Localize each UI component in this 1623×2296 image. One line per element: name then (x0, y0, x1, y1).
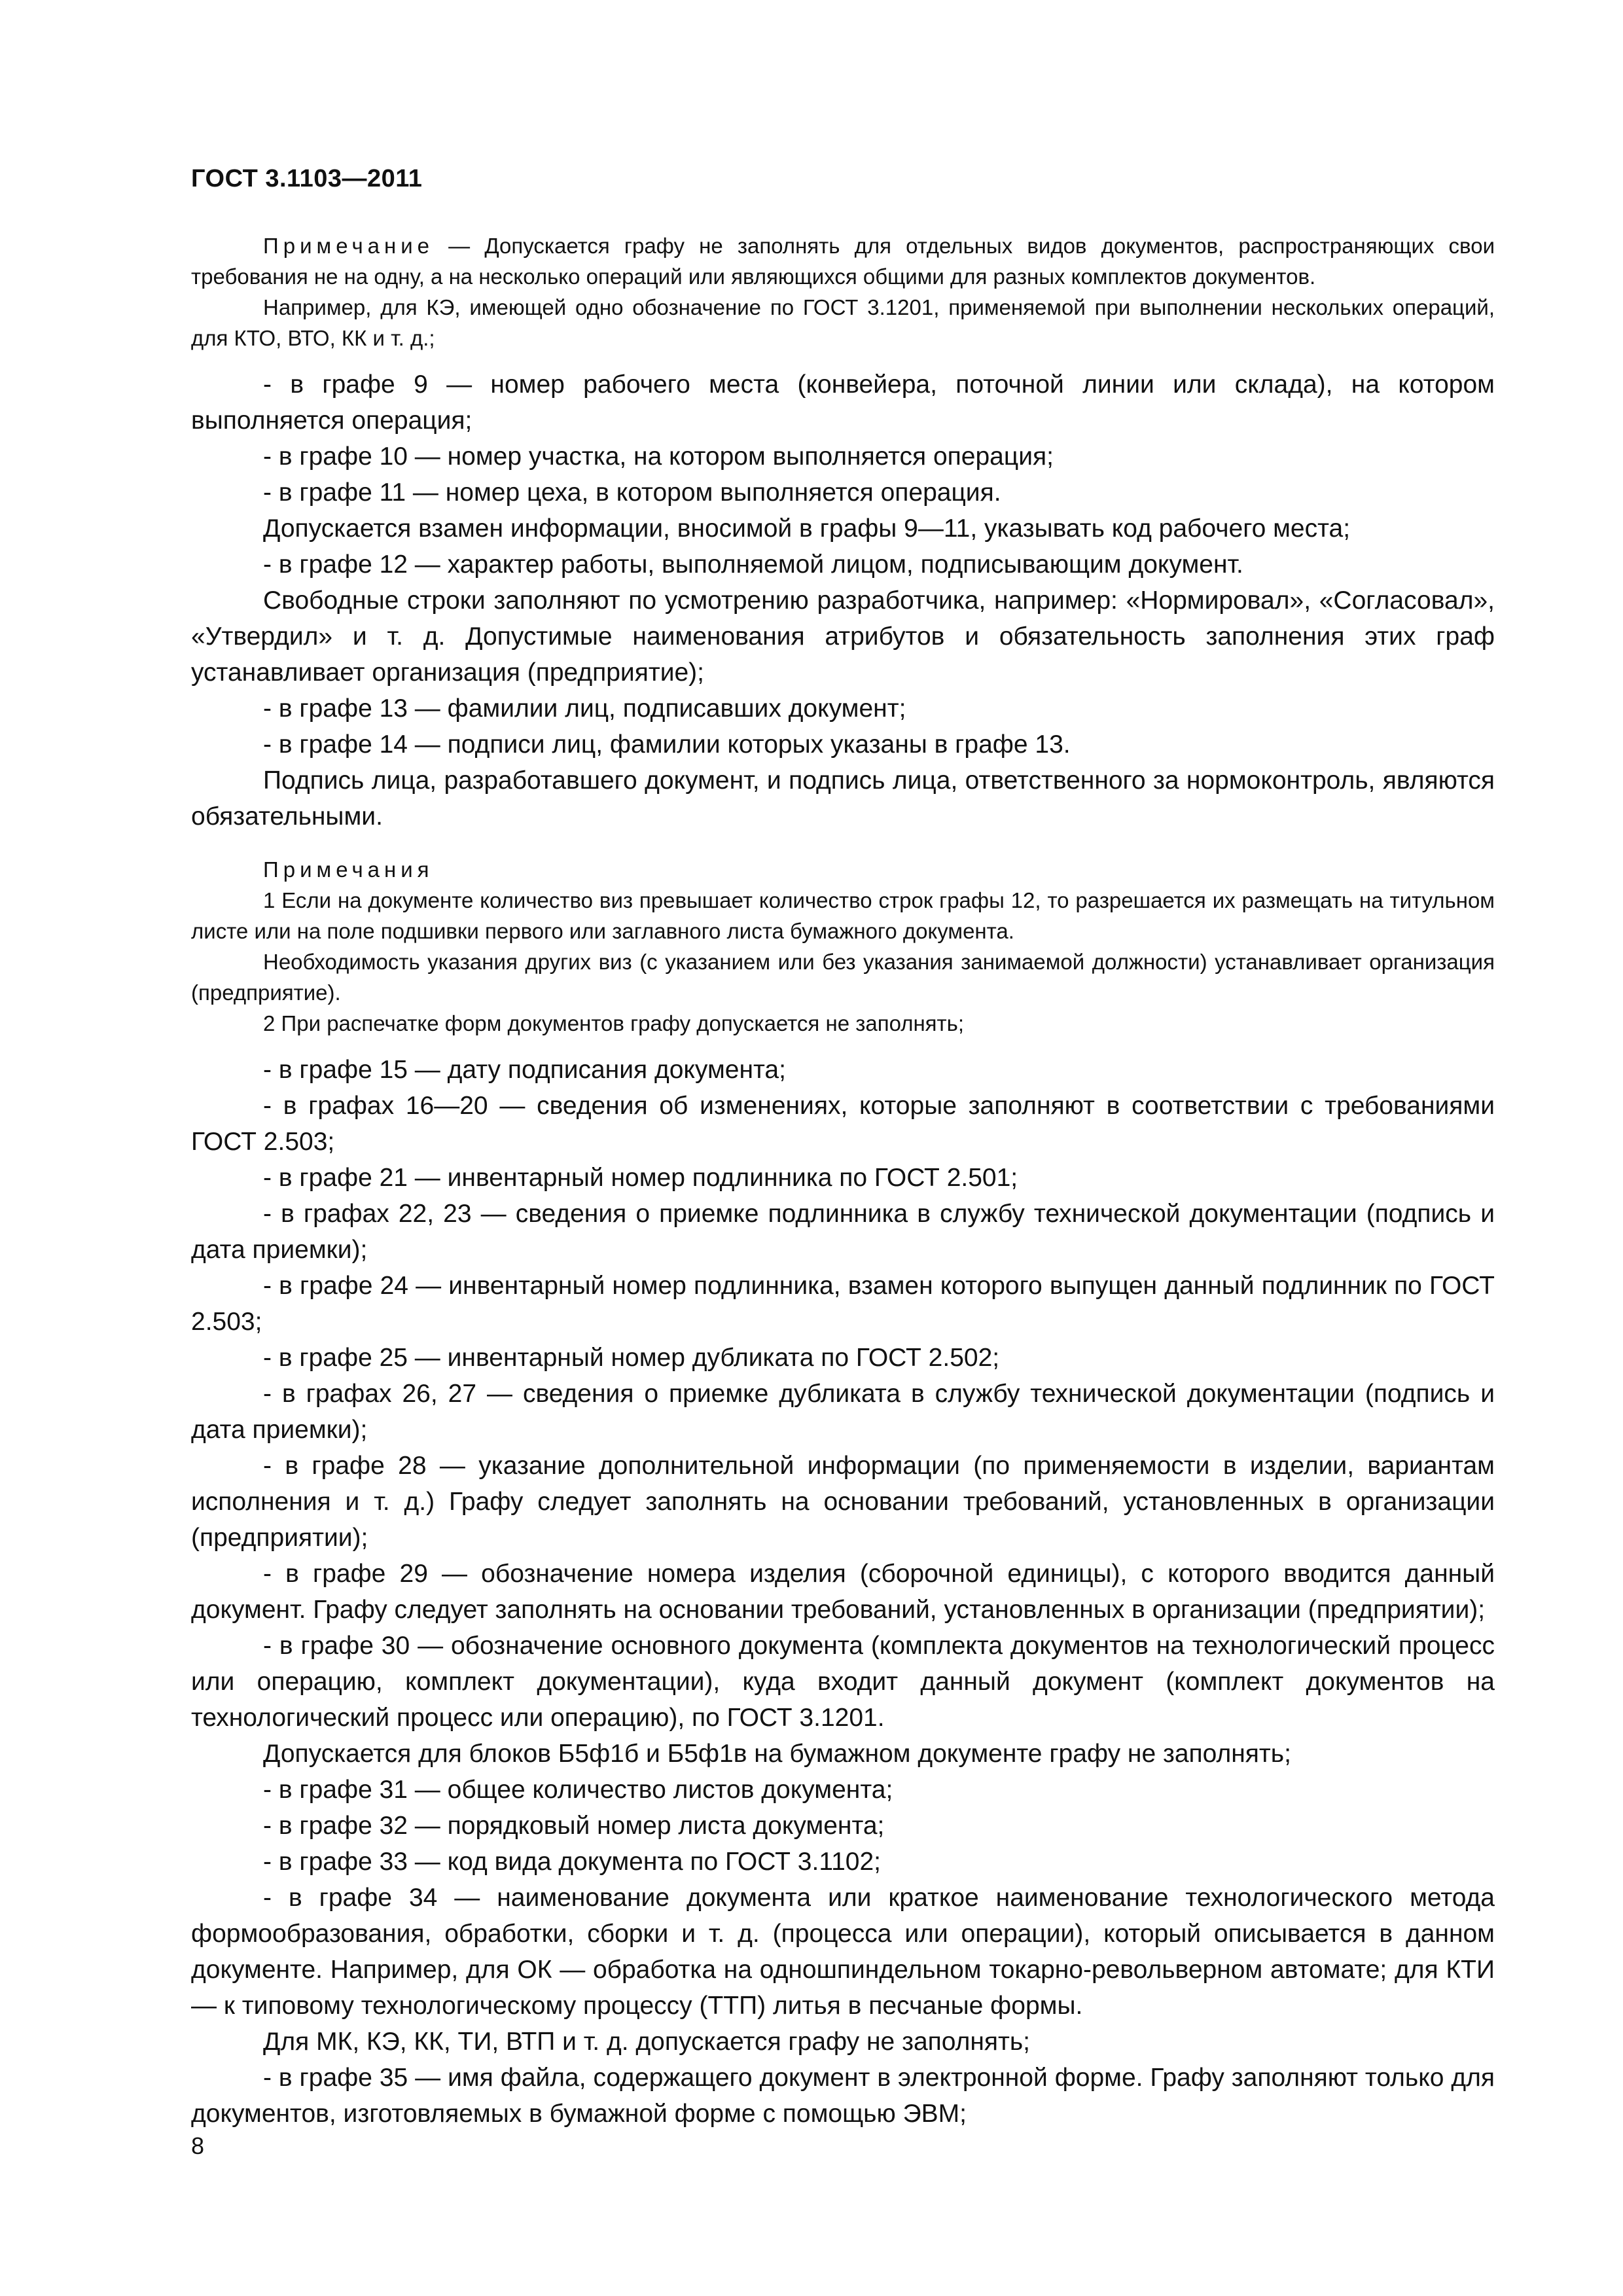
list-item: - в графе 25 — инвентарный номер дубликата по ГОСТ 2.502; (263, 1344, 1000, 1372)
list-item: - в графе 12 — характер работы, выполняемой лицом, подписывающим документ. (263, 550, 1243, 579)
list-item: - в графах 22, 23 — сведения о приемке подлинника в службу технической документации (подпись и дата приемки); (191, 1200, 1495, 1264)
note-label: Примечание (263, 234, 435, 258)
list-item: - в графе 11 — номер цеха, в котором выполняется операция. (263, 478, 1001, 507)
list-item: - в графе 30 — обозначение основного документа (комплекта документов на технологический процесс или операцию, комплект документации), куда входит данный документ (комплект документов на технологический процесс или операцию), по ГОСТ 3.1201. (191, 1632, 1495, 1732)
note-example: Например, для КЭ, имеющей одно обозначение по ГОСТ 3.1201, применяемой при выполнении нескольких операций, для КТО, ВТО, КК и т. д.; (191, 295, 1495, 350)
list-item: - в графе 15 — дату подписания документа; (263, 1056, 786, 1084)
list-item: - в графе 34 — наименование документа или краткое наименование технологического метода формообразования, обработки, сборки и т. д. (процесса или операции), который описывается в данном документе. Например, для ОК — обработка на одношпиндельном токарно-револьверном автомате; для КТИ — к типовому технологическому процессу (ТТП) литья в песчаные формы. (191, 1884, 1495, 2020)
list-item: Свободные строки заполняют по усмотрению разработчика, например: «Нормировал», «Согласовал», «Утвердил» и т. д. Допустимые наименования атрибутов и обязательность заполнения этих граф устанавливает организация (предприятие); (191, 586, 1495, 687)
note-text: — Допускается графу не заполнять для отдельных видов документов, распространяющих свои требования не на одну, а на несколько операций или являющихся общими для разных комплектов документов. (191, 234, 1495, 289)
document-body (191, 230, 1495, 2132)
notes-label: Примечания (263, 857, 434, 882)
note-item: 1 Если на документе количество виз превышает количество строк графы 12, то разрешается их размещать на титульном листе или на поле подшивки первого или заглавного листа бумажного документа. (191, 888, 1495, 943)
list-item: - в графе 32 — порядковый номер листа документа; (263, 1812, 885, 1840)
list-item: Для МК, КЭ, КК, ТИ, ВТП и т. д. допускается графу не заполнять; (263, 2028, 1031, 2056)
list-item: - в графе 35 — имя файла, содержащего документ в электронной форме. Графу заполняют только для документов, изготовляемых в бумажной форме с помощью ЭВМ; (191, 2064, 1495, 2128)
list-item: - в графе 13 — фамилии лиц, подписавших документ; (263, 694, 906, 723)
list-item: - в графе 10 — номер участка, на котором выполняется операция; (263, 442, 1054, 471)
list-item: - в графах 16—20 — сведения об изменениях, которые заполняют в соответствии с требованиями ГОСТ 2.503; (191, 1092, 1495, 1156)
list-item: - в графе 14 — подписи лиц, фамилии которых указаны в графе 13. (263, 730, 1071, 759)
graph-list-2 (191, 1052, 1495, 2132)
list-item: Допускается для блоков Б5ф1б и Б5ф1в на бумажном документе графу не заполнять; (263, 1740, 1291, 1768)
note-block (191, 230, 1495, 353)
notes-block (191, 854, 1495, 1039)
page-number: 8 (191, 2132, 205, 2159)
list-item: - в графе 33 — код вида документа по ГОСТ 3.1102; (263, 1848, 882, 1876)
list-item: - в графе 21 — инвентарный номер подлинника по ГОСТ 2.501; (263, 1164, 1018, 1192)
list-item: - в графах 26, 27 — сведения о приемке дубликата в службу технической документации (подпись и дата приемки); (191, 1380, 1495, 1444)
note-item: Необходимость указания других виз (с указанием или без указания занимаемой должности) устанавливает организация (предприятие). (191, 950, 1495, 1005)
list-item: - в графе 24 — инвентарный номер подлинника, взамен которого выпущен данный подлинник по ГОСТ 2.503; (191, 1272, 1495, 1336)
list-item: - в графе 28 — указание дополнительной информации (по применяемости в изделии, вариантам исполнения и т. д.) Графу следует заполнять на основании требований, установленных в организации (предприятии); (191, 1452, 1495, 1552)
list-item: Подпись лица, разработавшего документ, и подпись лица, ответственного за нормоконтроль, являются обязательными. (191, 766, 1495, 831)
graph-list-1 (191, 367, 1495, 834)
document-header-title: ГОСТ 3.1103—2011 (191, 165, 423, 192)
note-item: 2 При распечатке форм документов графу допускается не заполнять; (263, 1011, 965, 1035)
list-item: Допускается взамен информации, вносимой в графы 9—11, указывать код рабочего места; (263, 514, 1351, 543)
list-item: - в графе 31 — общее количество листов документа; (263, 1776, 893, 1804)
list-item: - в графе 9 — номер рабочего места (конвейера, поточной линии или склада), на котором выполняется операция; (191, 370, 1495, 435)
note-paragraph (191, 230, 1495, 292)
list-item: - в графе 29 — обозначение номера изделия (сборочной единицы), с которого вводится данный документ. Графу следует заполнять на основании требований, установленных в организации (предприятии); (191, 1560, 1495, 1624)
